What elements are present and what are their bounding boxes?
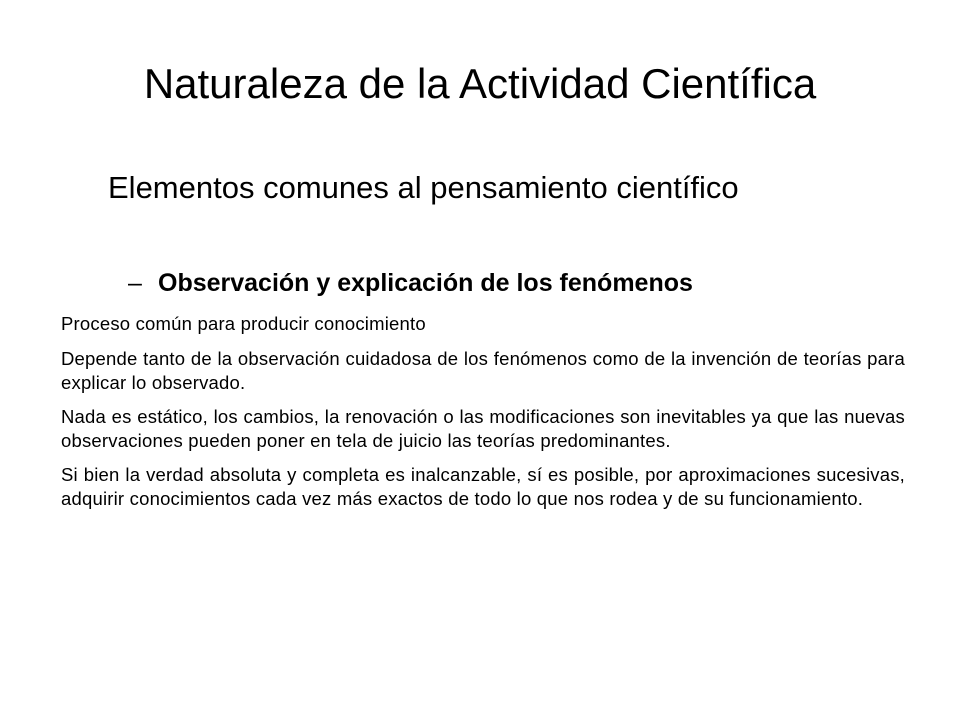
paragraph-nada: Nada es estático, los cambios, la renovación o las modificaciones son inevitables ya que las nuevas observaciones pueden poner en tela de juicio las teorías predominantes. (61, 406, 905, 451)
paragraph-depende: Depende tanto de la observación cuidadosa de los fenómenos como de la invención de teorías para explicar lo observado. (61, 348, 905, 393)
dash-bullet-marker: – (128, 269, 142, 297)
bullet-item (128, 263, 918, 303)
paragraph-proceso: Proceso común para producir conocimiento (61, 313, 426, 334)
paragraph-si-bien: Si bien la verdad absoluta y completa es inalcanzable, sí es posible, por aproximaciones sucesivas, adquirir conocimientos cada vez más exactos de todo lo que nos rodea y de su funcionamiento. (61, 464, 905, 509)
body-text (61, 312, 905, 521)
bullet-text: Observación y explicación de los fenómenos (158, 269, 693, 297)
slide-subtitle: Elementos comunes al pensamiento científico (108, 170, 739, 205)
slide-title: Naturaleza de la Actividad Científica (143, 60, 817, 107)
